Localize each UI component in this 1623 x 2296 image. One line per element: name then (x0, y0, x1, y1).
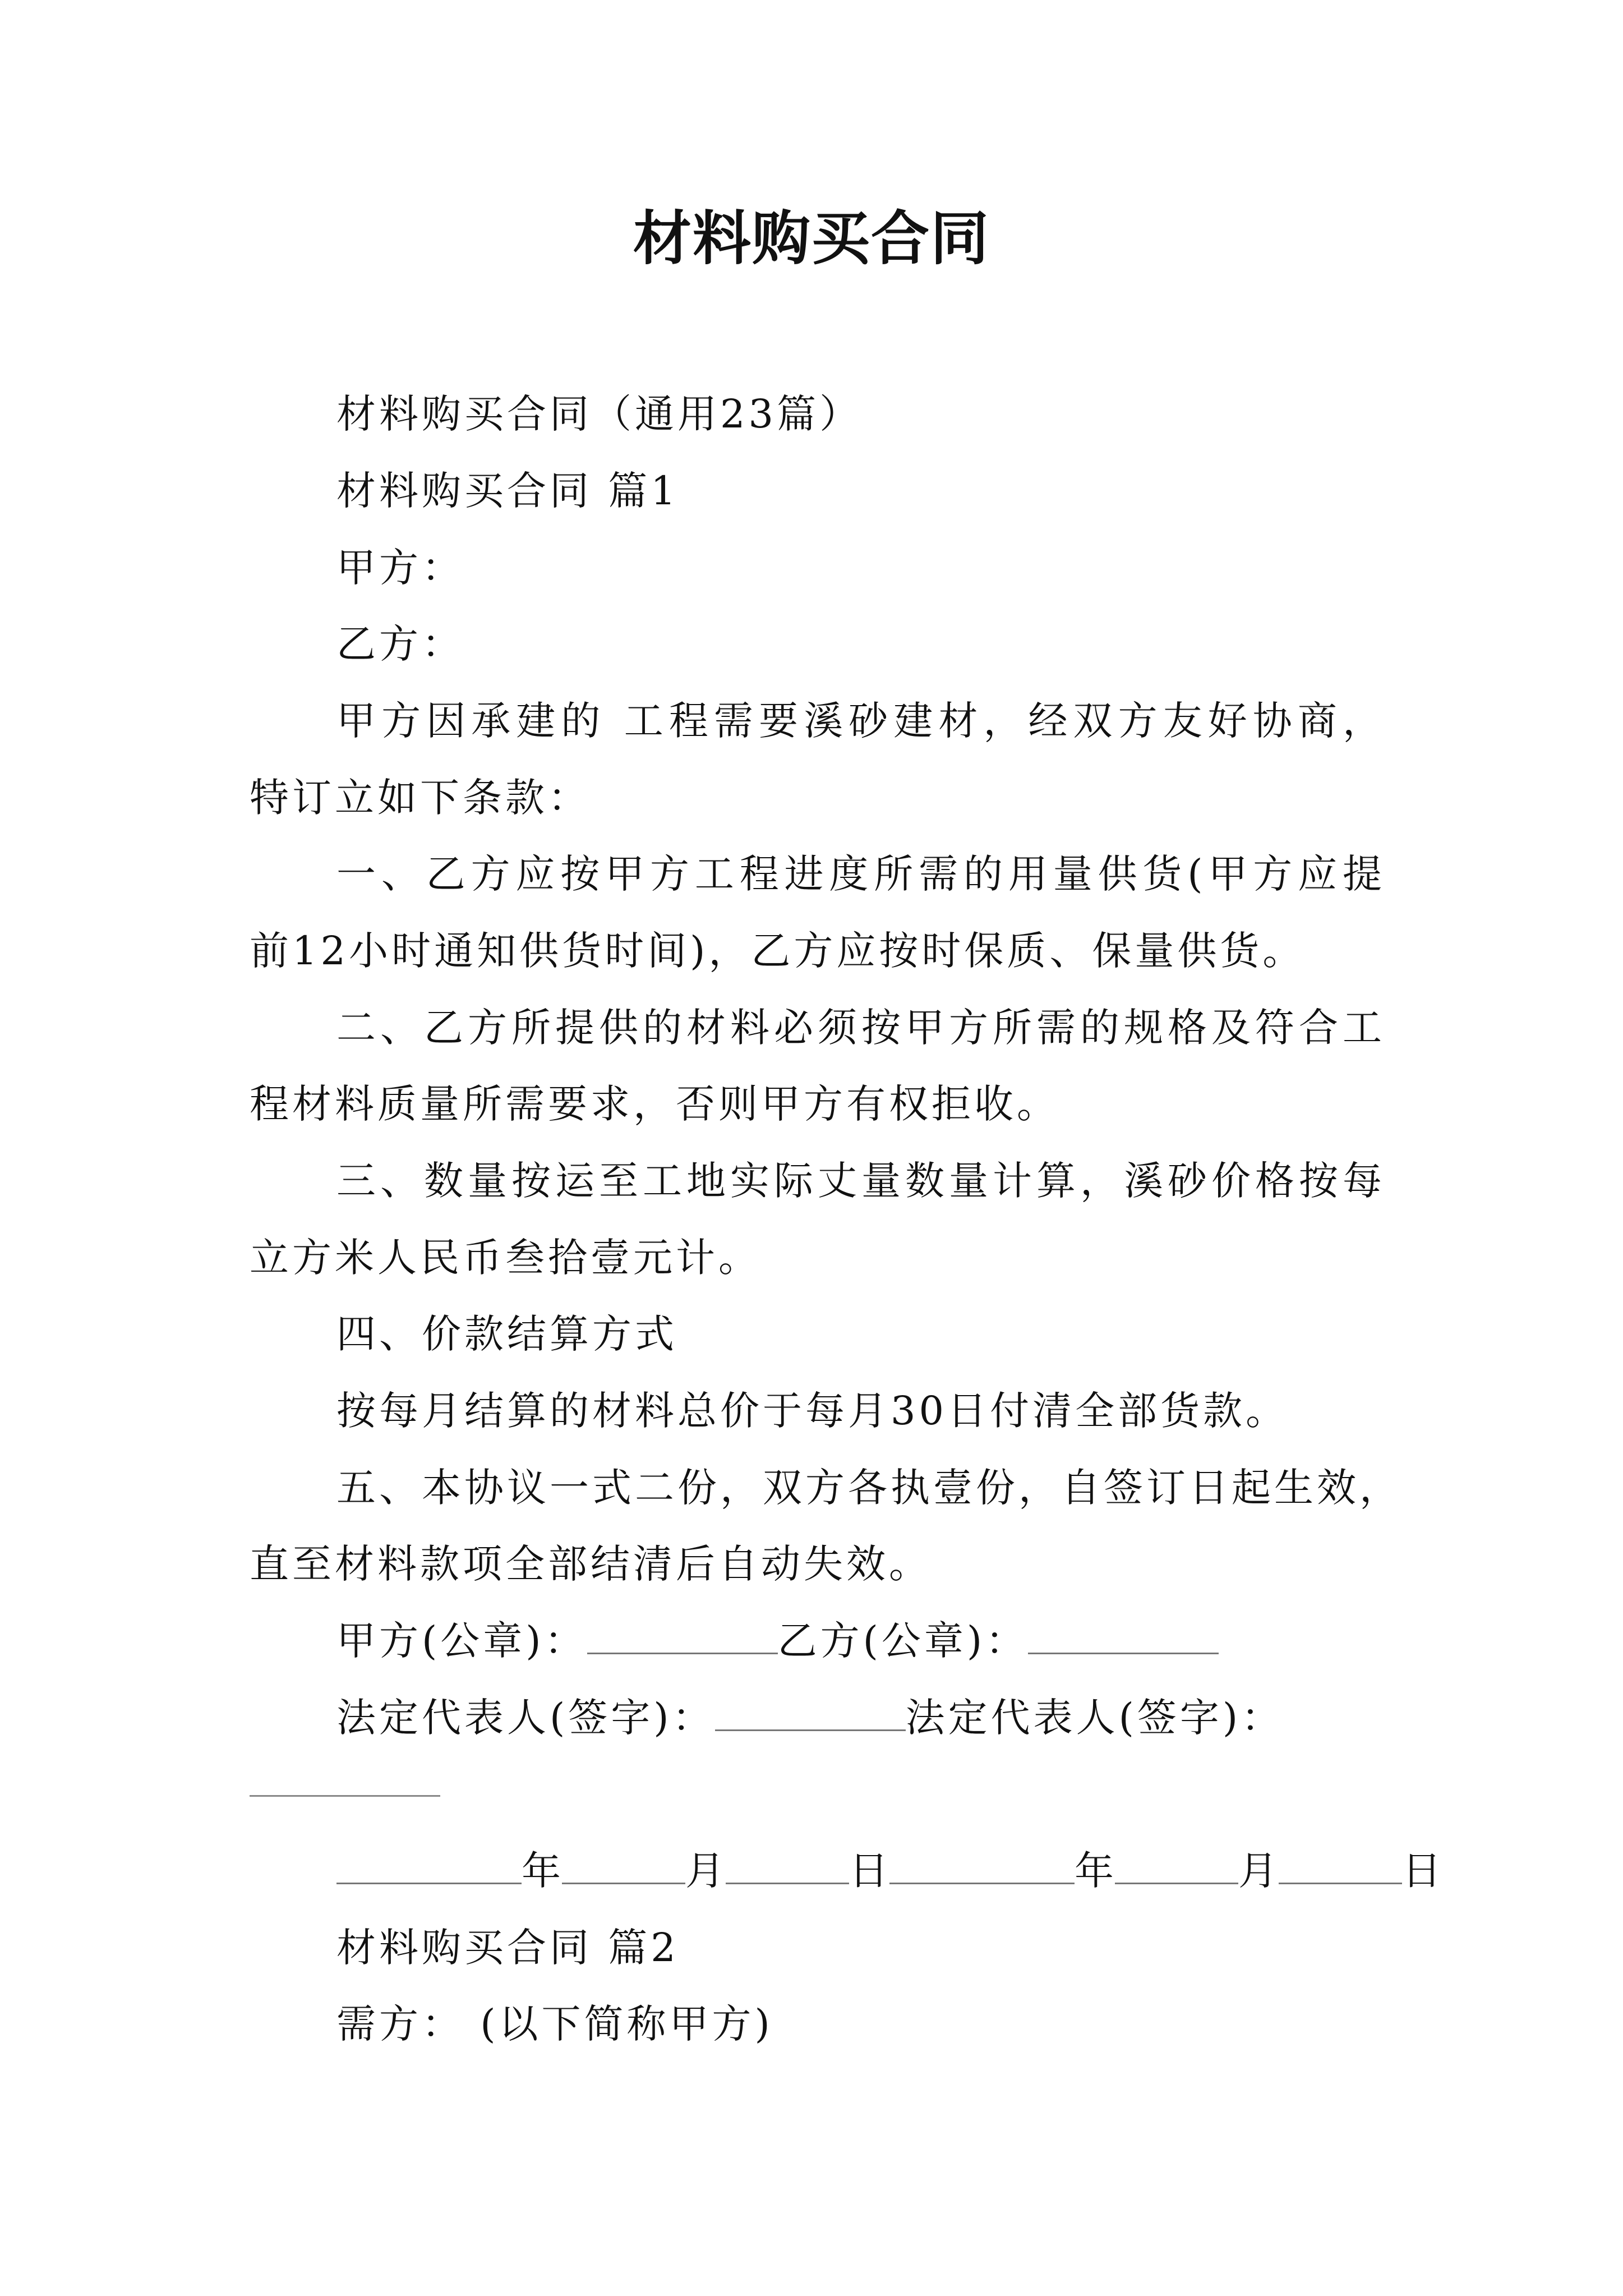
party-a-seal-blank (587, 1619, 778, 1654)
party-b-month-blank (1115, 1849, 1238, 1884)
clause-5-line-2: 直至材料款项全部结清后自动失效。 (250, 1541, 932, 1587)
party-a-representative-label: 法定代表人(签字)： (336, 1695, 715, 1741)
party-b-seal-label: 乙方(公章)： (777, 1618, 1029, 1664)
party-b-label: 乙方： (336, 621, 464, 667)
party-a-day-blank (726, 1849, 849, 1884)
party-b-month-label: 月 (1238, 1848, 1279, 1894)
party-b-representative-label: 法定代表人(签字)： (905, 1695, 1284, 1741)
clause-4-heading: 四、价款结算方式 (336, 1311, 677, 1357)
date-row (336, 1843, 1442, 1899)
document-subtitle: 材料购买合同（通用23篇） (336, 391, 863, 437)
intro-line-1: 甲方因承建的 工程需要溪砂建材，经双方友好协商， (336, 698, 1385, 744)
party-a-signature-blank (715, 1696, 906, 1731)
clause-2-line-2: 程材料质量所需要求，否则甲方有权拒收。 (250, 1081, 1059, 1127)
party-a-year-blank (336, 1849, 522, 1884)
party-a-year-label: 年 (522, 1848, 562, 1894)
party-b-year-label: 年 (1075, 1848, 1115, 1894)
clause-3-line-2: 立方米人民币叁拾壹元计。 (250, 1235, 761, 1281)
party-b-day-blank (1279, 1849, 1402, 1884)
buyer-label: 需方： (以下简称甲方) (336, 2001, 773, 2047)
party-a-day-label: 日 (849, 1848, 889, 1894)
party-b-year-blank (889, 1849, 1075, 1884)
section2-heading: 材料购买合同 篇2 (336, 1925, 679, 1971)
party-b-day-label: 日 (1402, 1848, 1442, 1894)
clause-1-line-1: 一、乙方应按甲方工程进度所需的用量供货(甲方应提 (336, 851, 1385, 897)
clause-5-line-1: 五、本协议一式二份，双方各执壹份，自签订日起生效， (336, 1465, 1402, 1511)
party-a-seal-label: 甲方(公章)： (336, 1618, 587, 1664)
party-a-label: 甲方： (336, 545, 464, 591)
clause-2-line-1: 二、乙方所提供的材料必须按甲方所需的规格及符合工 (336, 1005, 1385, 1051)
party-a-month-label: 月 (685, 1848, 726, 1894)
party-b-seal-blank (1028, 1619, 1219, 1654)
clause-1-line-2: 前12小时通知供货时间)，乙方应按时保质、保量供货。 (250, 928, 1306, 974)
intro-line-2: 特订立如下条款： (250, 775, 591, 821)
document-title: 材料购买合同 (633, 204, 990, 273)
party-a-month-blank (562, 1849, 685, 1884)
party-b-signature-blank (250, 1795, 440, 1797)
clause-4-body: 按每月结算的材料总价于每月30日付清全部货款。 (336, 1388, 1289, 1434)
seal-row (336, 1613, 1219, 1669)
section1-heading: 材料购买合同 篇1 (336, 468, 679, 514)
clause-3-line-1: 三、数量按运至工地实际丈量数量计算，溪砂价格按每 (336, 1158, 1385, 1204)
representative-row (336, 1690, 1284, 1746)
